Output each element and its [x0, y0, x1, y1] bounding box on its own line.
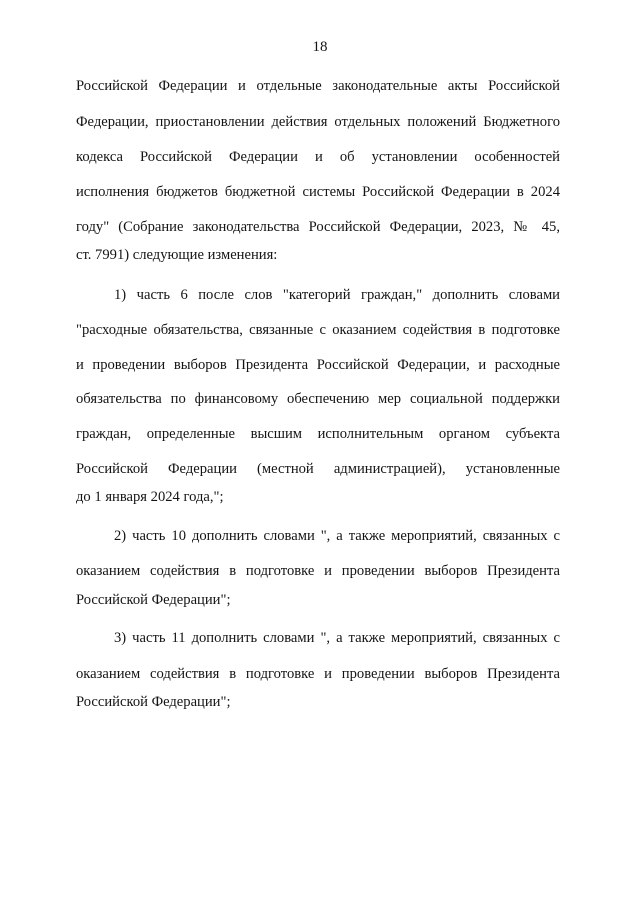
text-line: "расходные обязательства, связанные с оказанием содействия в подготовке: [76, 322, 560, 338]
text-line: и проведении выборов Президента Российской Федерации, и расходные: [76, 357, 560, 373]
text-line: Российской Федерации";: [76, 592, 231, 608]
text-line: 3) часть 11 дополнить словами ", а также мероприятий, связанных с: [114, 630, 560, 646]
text-line: граждан, определенные высшим исполнительным органом субъекта: [76, 426, 560, 442]
text-line: Российской Федерации";: [76, 694, 231, 710]
text-line: ст. 7991) следующие изменения:: [76, 247, 278, 263]
text-line: оказанием содействия в подготовке и проведении выборов Президента: [76, 563, 560, 579]
text-line: Российской Федерации и отдельные законодательные акты Российской: [76, 78, 560, 94]
text-line: году" (Собрание законодательства Российской Федерации, 2023, № 45,: [76, 219, 560, 235]
text-line: 1) часть 6 после слов "категорий граждан," дополнить словами: [114, 287, 560, 303]
text-line: обязательства по финансовому обеспечению мер социальной поддержки: [76, 391, 560, 407]
text-line: кодекса Российской Федерации и об установлении особенностей: [76, 149, 560, 165]
text-line: 2) часть 10 дополнить словами ", а также мероприятий, связанных с: [114, 528, 560, 544]
text-line: до 1 января 2024 года,";: [76, 489, 224, 505]
text-line: Российской Федерации (местной администрацией), установленные: [76, 461, 560, 477]
text-line: исполнения бюджетов бюджетной системы Российской Федерации в 2024: [76, 184, 560, 200]
page-number: 18: [312, 39, 328, 55]
text-line: Федерации, приостановлении действия отдельных положений Бюджетного: [76, 114, 560, 130]
text-line: оказанием содействия в подготовке и проведении выборов Президента: [76, 666, 560, 682]
